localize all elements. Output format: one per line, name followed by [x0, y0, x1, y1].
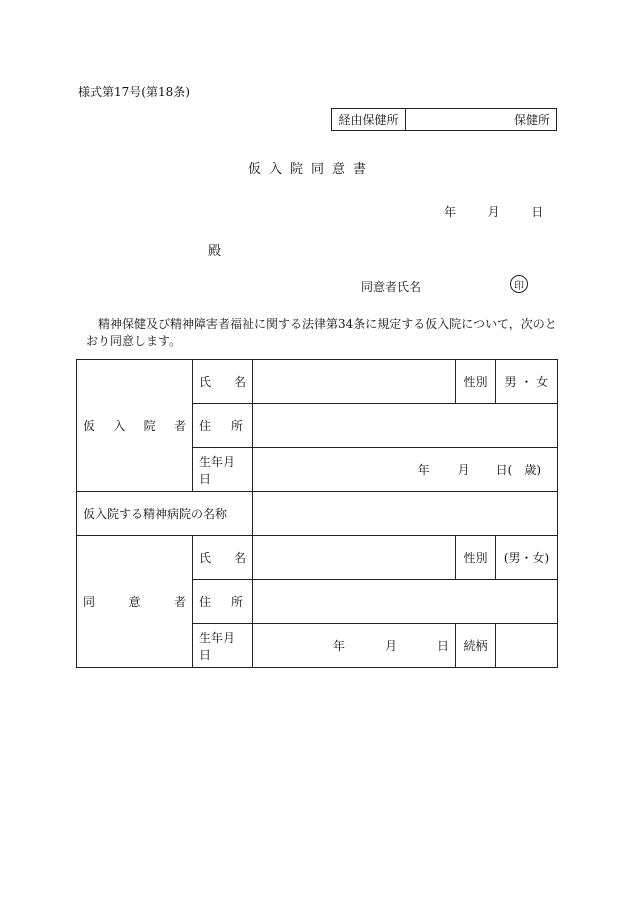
- consenter-address-label: 住 所: [193, 580, 253, 624]
- consenter-gender-field[interactable]: (男・女): [496, 536, 558, 580]
- consenter-label-cell: 同 意 者: [77, 536, 193, 668]
- routing-box: [331, 108, 557, 131]
- document-title: 仮入院同意書: [248, 162, 375, 177]
- admittee-dob-label: 生年月日: [193, 448, 253, 492]
- seal-mark: 印: [510, 275, 528, 293]
- admittee-gender-label: 性別: [456, 360, 496, 404]
- paragraph-line-2: おり同意します。: [86, 334, 182, 348]
- admittee-gender-field[interactable]: 男 ・ 女: [496, 360, 558, 404]
- consent-paragraph: [86, 316, 566, 350]
- consenter-address-field[interactable]: [253, 580, 558, 624]
- addressee: 殿: [208, 244, 222, 259]
- consenter-name-field[interactable]: [253, 536, 456, 580]
- date-line: [444, 203, 543, 220]
- consenter-dob-label: 生年月日: [193, 624, 253, 668]
- relationship-field[interactable]: [496, 624, 558, 668]
- relationship-label: 続柄: [456, 624, 496, 668]
- hospital-name-label: 仮入院する精神病院の名称: [77, 492, 253, 536]
- admittee-name-label: 氏 名: [193, 360, 253, 404]
- date-day: 日: [531, 205, 544, 219]
- date-year: 年: [444, 205, 457, 219]
- consenter-gender-label: 性別: [456, 536, 496, 580]
- consenter-name-label: 氏 名: [193, 536, 253, 580]
- admittee-label-cell: 仮 入 院 者: [77, 360, 193, 492]
- consent-table: [76, 359, 558, 668]
- routing-label: 経由保健所: [332, 109, 406, 130]
- routing-value: 保健所: [513, 113, 550, 127]
- admittee-name-field[interactable]: [253, 360, 456, 404]
- form-number: 様式第17号(第18条): [78, 85, 190, 99]
- admittee-address-field[interactable]: [253, 404, 558, 448]
- paragraph-line-1: 精神保健及び精神障害者福祉に関する法律第34条に規定する仮入院について，次のと: [98, 317, 557, 331]
- consenter-name-label: 同意者氏名: [361, 280, 422, 294]
- admittee-address-label: 住 所: [193, 404, 253, 448]
- date-month: 月: [487, 205, 500, 219]
- hospital-name-field[interactable]: [253, 492, 558, 536]
- consenter-dob-field[interactable]: 年 月 日: [253, 624, 456, 668]
- admittee-dob-field[interactable]: 年 月 日( 歳): [253, 448, 558, 492]
